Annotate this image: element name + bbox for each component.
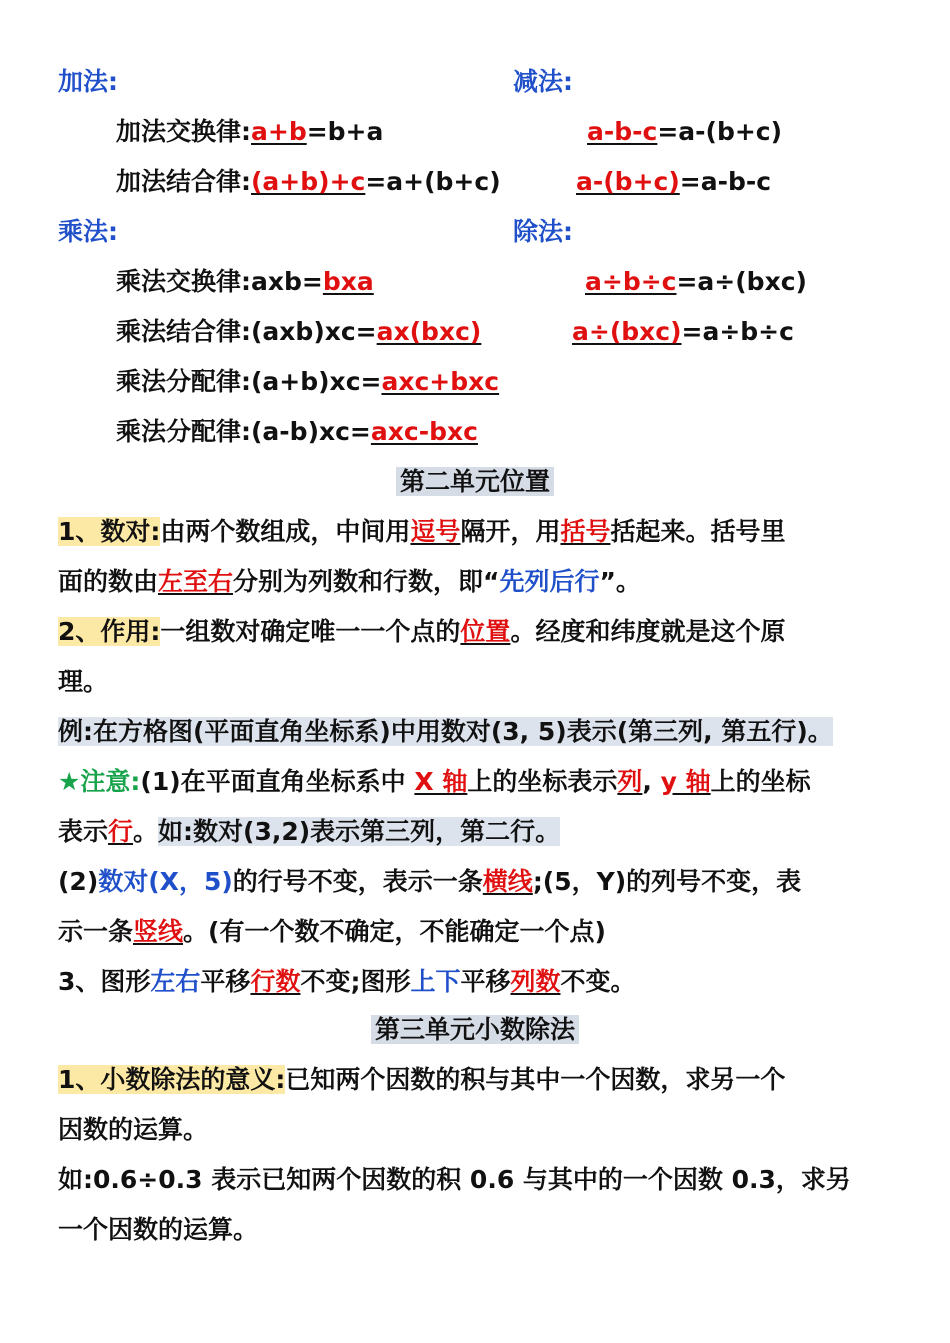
unit2-p1-line2 — [58, 564, 641, 600]
text: 不变;图形 — [300, 967, 411, 996]
subtraction-rule-2 — [576, 164, 771, 200]
unit2-p4 — [58, 964, 636, 1000]
law-rhs: =a+(b+c) — [365, 167, 501, 196]
unit3-title-row — [0, 1012, 950, 1048]
law-answer: a+b — [251, 117, 307, 146]
law-label: 乘法交换律:axb= — [116, 267, 323, 296]
unit3-p2-line1: 如:0.6÷0.3 表示已知两个因数的积 0.6 与其中的一个因数 0.3，求另 — [58, 1165, 851, 1194]
multiplication-heading: 乘法: — [58, 217, 118, 246]
answer-position: 位置 — [460, 617, 511, 646]
law-label: 乘法分配律:(a-b)xc= — [116, 417, 371, 446]
law-answer: ax(bxc) — [376, 317, 482, 346]
unit2-note-line1 — [58, 764, 811, 800]
answer-column-number: 列数 — [510, 967, 561, 996]
keyword-pair: 数对(X，5) — [98, 867, 233, 896]
answer-horizontal-line: 横线 — [482, 867, 533, 896]
answer-x-axis: X 轴 — [414, 767, 468, 796]
text: 平移 — [460, 967, 511, 996]
keyword-up-down: 上下 — [410, 967, 461, 996]
unit2-title-row — [0, 464, 950, 500]
text: 一组数对确定唯一一个点的 — [160, 617, 461, 646]
text: 分别为列数和行数，即“ — [233, 567, 500, 596]
law-answer: a÷(bxc) — [572, 317, 682, 346]
text: ”。 — [599, 567, 641, 596]
law-rhs: =a-(b+c) — [657, 117, 783, 146]
text: 示一条 — [58, 917, 134, 946]
law-answer: a÷b÷c — [585, 267, 677, 296]
text: 。 — [133, 817, 159, 846]
multiplication-commutative — [116, 264, 374, 300]
text: 上的坐标表示 — [467, 767, 618, 796]
unit2-note-line2 — [58, 814, 560, 850]
law-rhs: =a÷(bxc) — [676, 267, 807, 296]
unit3-title: 第三单元小数除法 — [371, 1015, 579, 1044]
text: 由两个数组成，中间用 — [160, 517, 411, 546]
text: (2) — [58, 867, 99, 896]
unit3-p1-line2: 因数的运算。 — [58, 1115, 209, 1144]
law-rhs: =a-b-c — [679, 167, 772, 196]
unit3-p1-line1 — [58, 1062, 785, 1098]
text: ;(5，Y)的列号不变，表 — [532, 867, 802, 896]
note-example: 如:数对(3,2)表示第三列，第二行。 — [158, 817, 561, 846]
answer-brackets: 括号 — [560, 517, 611, 546]
law-label: 乘法分配律:(a+b)xc= — [116, 367, 382, 396]
law-label: 加法结合律: — [116, 167, 251, 196]
answer-vertical-line: 竖线 — [133, 917, 184, 946]
unit2-example — [58, 714, 833, 750]
law-answer: axc+bxc — [381, 367, 500, 396]
law-answer: a-b-c — [587, 117, 658, 146]
law-label: 乘法结合律:(axb)xc= — [116, 317, 377, 346]
unit2-p3-line2 — [58, 914, 606, 950]
division-heading: 除法: — [513, 217, 573, 246]
p2-label: 2、作用: — [58, 617, 161, 646]
multiplication-distributive-2 — [116, 414, 478, 450]
text: 已知两个因数的积与其中一个因数，求另一个 — [285, 1065, 786, 1094]
text: 上的坐标 — [710, 767, 811, 796]
answer-left-to-right: 左至右 — [158, 567, 234, 596]
law-rhs: =a÷b÷c — [681, 317, 794, 346]
text: 平移 — [200, 967, 251, 996]
text: , — [642, 767, 661, 796]
law-rhs: =b+a — [306, 117, 384, 146]
text: 不变。 — [560, 967, 636, 996]
multiplication-associative — [116, 314, 481, 350]
law-label: 加法交换律: — [116, 117, 251, 146]
division-rule-2 — [572, 314, 794, 350]
p1-label: 1、小数除法的意义: — [58, 1065, 286, 1094]
answer-column: 列 — [617, 767, 643, 796]
answer-row-number: 行数 — [250, 967, 301, 996]
law-answer: axc-bxc — [370, 417, 478, 446]
text: 面的数由 — [58, 567, 159, 596]
subtraction-heading: 减法: — [513, 67, 573, 96]
addition-commutative — [116, 114, 383, 150]
text: 。(有一个数不确定，不能确定一个点) — [183, 917, 606, 946]
unit2-p1-line1 — [58, 514, 785, 550]
answer-y-axis: y 轴 — [660, 767, 711, 796]
keyword-left-right: 左右 — [150, 967, 201, 996]
unit2-p3-line1 — [58, 864, 801, 900]
text: 的行号不变，表示一条 — [232, 867, 483, 896]
text: 。经度和纬度就是这个原 — [510, 617, 786, 646]
star-note-label: ★注意: — [58, 767, 141, 796]
text: 隔开，用 — [460, 517, 561, 546]
answer-row: 行 — [108, 817, 134, 846]
addition-associative — [116, 164, 501, 200]
text: 表示 — [58, 817, 109, 846]
subtraction-rule-1 — [587, 114, 782, 150]
keyword-column-first: 先列后行 — [499, 567, 600, 596]
text: (1)在平面直角坐标系中 — [140, 767, 415, 796]
unit2-p2-line2: 理。 — [58, 667, 109, 696]
unit3-p2-line2: 一个因数的运算。 — [58, 1215, 259, 1244]
text: 3、图形 — [58, 967, 151, 996]
law-answer: (a+b)+c — [251, 167, 366, 196]
addition-heading: 加法: — [58, 67, 118, 96]
answer-comma: 逗号 — [410, 517, 461, 546]
p1-label: 1、数对: — [58, 517, 161, 546]
division-rule-1 — [585, 264, 807, 300]
unit2-p2-line1 — [58, 614, 785, 650]
unit2-title: 第二单元位置 — [396, 467, 554, 496]
multiplication-distributive-1 — [116, 364, 499, 400]
law-answer: a-(b+c) — [576, 167, 680, 196]
example-text: 例:在方格图(平面直角坐标系)中用数对(3, 5)表示(第三列, 第五行)。 — [58, 717, 833, 746]
law-answer: bxa — [322, 267, 374, 296]
text: 括起来。括号里 — [610, 517, 786, 546]
